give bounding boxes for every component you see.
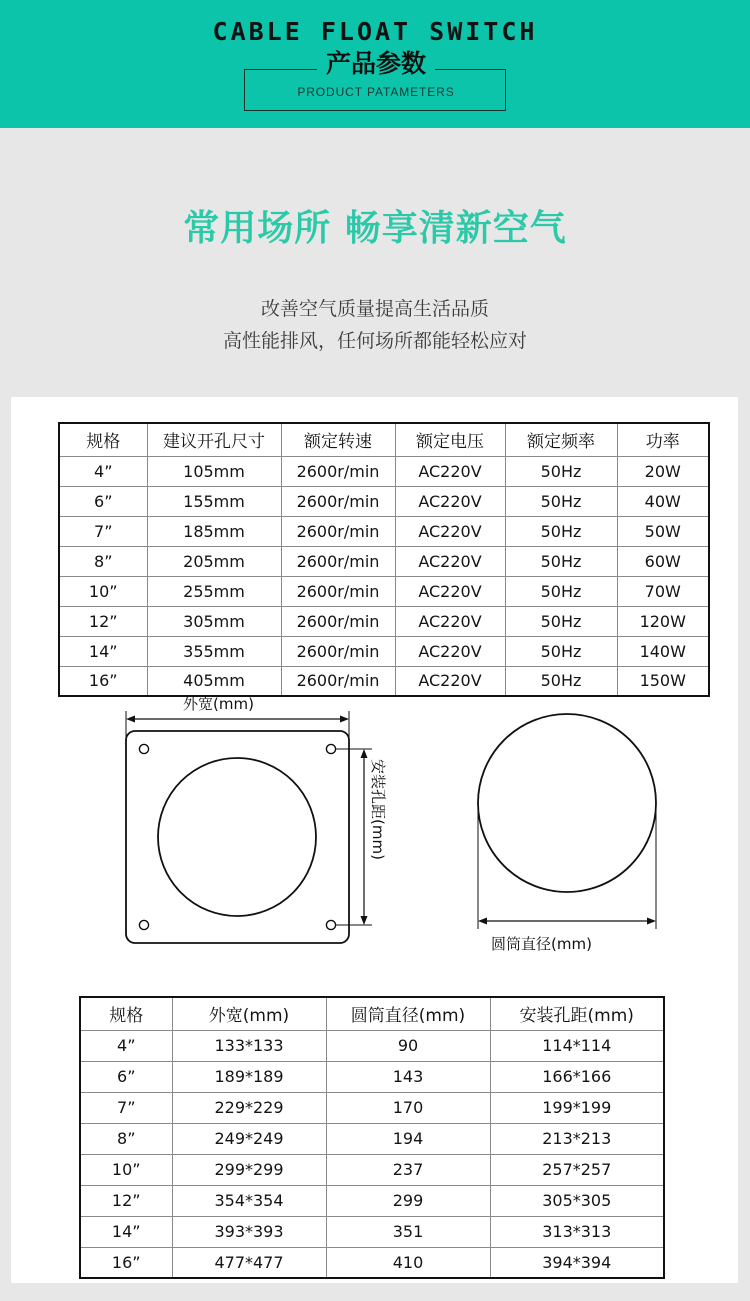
- cell-value: 313*313: [490, 1216, 664, 1247]
- cell-size: 4”: [59, 456, 147, 486]
- cell-size: 8”: [59, 546, 147, 576]
- cell-size: 7”: [80, 1092, 172, 1123]
- cell-value: 150W: [617, 666, 709, 696]
- cell-size: 14”: [80, 1216, 172, 1247]
- cell-value: 213*213: [490, 1123, 664, 1154]
- cylinder-diameter-label: 圆筒直径(mm): [491, 935, 592, 953]
- cell-value: 2600r/min: [281, 666, 395, 696]
- cell-value: 50Hz: [505, 606, 617, 636]
- cell-value: 410: [326, 1247, 490, 1278]
- cell-size: 16”: [59, 666, 147, 696]
- cell-value: 140W: [617, 636, 709, 666]
- cell-value: 143: [326, 1061, 490, 1092]
- cell-value: AC220V: [395, 666, 505, 696]
- column-header: 外宽(mm): [172, 997, 326, 1030]
- table-row: [59, 456, 709, 486]
- dimension-table: [79, 996, 665, 1279]
- cell-size: 4”: [80, 1030, 172, 1061]
- column-header: 额定电压: [395, 423, 505, 456]
- cell-value: 133*133: [172, 1030, 326, 1061]
- cell-value: 351: [326, 1216, 490, 1247]
- cell-value: 20W: [617, 456, 709, 486]
- cell-value: 305*305: [490, 1185, 664, 1216]
- column-header: 规格: [109, 1006, 144, 1027]
- column-header: 额定频率: [505, 423, 617, 456]
- cell-size: 6”: [59, 486, 147, 516]
- section-subheadline-2: 高性能排风，任何场所都能轻松应对: [222, 330, 527, 352]
- cell-value: AC220V: [395, 456, 505, 486]
- cell-value: 257*257: [490, 1154, 664, 1185]
- banner-title: CABLE FLOAT SWITCH: [212, 17, 538, 46]
- table-row: [59, 516, 709, 546]
- table-row: [59, 666, 709, 696]
- table-row: [59, 606, 709, 636]
- cell-value: 185mm: [147, 516, 281, 546]
- table-row: [80, 1185, 664, 1216]
- content-panel: [11, 397, 738, 1283]
- cell-value: 2600r/min: [281, 636, 395, 666]
- cell-value: 299: [326, 1185, 490, 1216]
- cell-value: 166*166: [490, 1061, 664, 1092]
- cell-value: 354*354: [172, 1185, 326, 1216]
- cell-size: 10”: [80, 1154, 172, 1185]
- cell-value: 194: [326, 1123, 490, 1154]
- cell-value: 50Hz: [505, 456, 617, 486]
- cell-value: 50Hz: [505, 546, 617, 576]
- column-header: 安装孔距(mm): [490, 997, 664, 1030]
- table-row: [80, 1030, 664, 1061]
- cell-value: 2600r/min: [281, 606, 395, 636]
- table-row: [80, 1061, 664, 1092]
- table-row: [59, 576, 709, 606]
- column-header: 功率: [617, 423, 709, 456]
- spec-table: [58, 422, 710, 697]
- column-header: 圆筒直径(mm): [326, 997, 490, 1030]
- cell-value: 237: [326, 1154, 490, 1185]
- product-parameters-title-cn: 产品参数: [245, 51, 507, 76]
- cell-value: 199*199: [490, 1092, 664, 1123]
- cell-size: 12”: [80, 1185, 172, 1216]
- cell-value: 2600r/min: [281, 516, 395, 546]
- cell-value: 305mm: [147, 606, 281, 636]
- outer-width-label: 外宽(mm): [183, 695, 254, 713]
- column-header: 规格: [86, 432, 121, 453]
- column-header: 额定转速: [281, 423, 395, 456]
- cell-size: 16”: [80, 1247, 172, 1278]
- cell-value: 205mm: [147, 546, 281, 576]
- table-row: [80, 1247, 664, 1278]
- table-row: [59, 636, 709, 666]
- table-row: [80, 1154, 664, 1185]
- cell-value: 60W: [617, 546, 709, 576]
- cell-size: 7”: [59, 516, 147, 546]
- cell-value: 170: [326, 1092, 490, 1123]
- cell-value: 189*189: [172, 1061, 326, 1092]
- product-parameters-title-en: PRODUCT PATAMETERS: [297, 85, 455, 99]
- cell-value: 105mm: [147, 456, 281, 486]
- cell-value: 2600r/min: [281, 456, 395, 486]
- table-row: [59, 546, 709, 576]
- hole-pitch-label: 安装孔距(mm): [369, 759, 387, 860]
- cell-value: 2600r/min: [281, 486, 395, 516]
- cell-value: 155mm: [147, 486, 281, 516]
- page-banner: [0, 0, 750, 128]
- cell-value: 40W: [617, 486, 709, 516]
- product-parameters-box: [244, 49, 506, 111]
- cell-value: 355mm: [147, 636, 281, 666]
- cell-value: AC220V: [395, 516, 505, 546]
- cell-value: 50Hz: [505, 516, 617, 546]
- cell-size: 6”: [80, 1061, 172, 1092]
- cell-value: 299*299: [172, 1154, 326, 1185]
- section-headline: 常用场所 畅享清新空气: [183, 208, 567, 249]
- cell-value: AC220V: [395, 576, 505, 606]
- cell-value: 50Hz: [505, 666, 617, 696]
- cell-value: AC220V: [395, 636, 505, 666]
- cell-value: 249*249: [172, 1123, 326, 1154]
- cell-value: 50Hz: [505, 576, 617, 606]
- cell-value: 50Hz: [505, 486, 617, 516]
- table-row: [80, 1123, 664, 1154]
- cell-value: 70W: [617, 576, 709, 606]
- cell-size: 12”: [59, 606, 147, 636]
- cell-value: 120W: [617, 606, 709, 636]
- cell-value: 114*114: [490, 1030, 664, 1061]
- cell-value: 229*229: [172, 1092, 326, 1123]
- table-row: [59, 486, 709, 516]
- section-subheadline-1: 改善空气质量提高生活品质: [260, 298, 489, 320]
- cell-value: AC220V: [395, 546, 505, 576]
- table-header-row: [80, 997, 664, 1030]
- cell-value: 477*477: [172, 1247, 326, 1278]
- cell-value: 255mm: [147, 576, 281, 606]
- cell-value: 393*393: [172, 1216, 326, 1247]
- column-header: 建议开孔尺寸: [147, 423, 281, 456]
- spec-table-body: [59, 456, 709, 696]
- cell-value: 394*394: [490, 1247, 664, 1278]
- table-header-row: [59, 423, 709, 456]
- technical-drawings: [11, 697, 738, 982]
- table-row: [80, 1216, 664, 1247]
- cell-size: 8”: [80, 1123, 172, 1154]
- cell-value: AC220V: [395, 486, 505, 516]
- cell-value: 50Hz: [505, 636, 617, 666]
- cell-value: 2600r/min: [281, 576, 395, 606]
- cell-size: 14”: [59, 636, 147, 666]
- cell-value: 50W: [617, 516, 709, 546]
- cell-value: AC220V: [395, 606, 505, 636]
- dimension-table-body: [80, 1030, 664, 1278]
- table-row: [80, 1092, 664, 1123]
- cell-size: 10”: [59, 576, 147, 606]
- cell-value: 90: [326, 1030, 490, 1061]
- cell-value: 2600r/min: [281, 546, 395, 576]
- cell-value: 405mm: [147, 666, 281, 696]
